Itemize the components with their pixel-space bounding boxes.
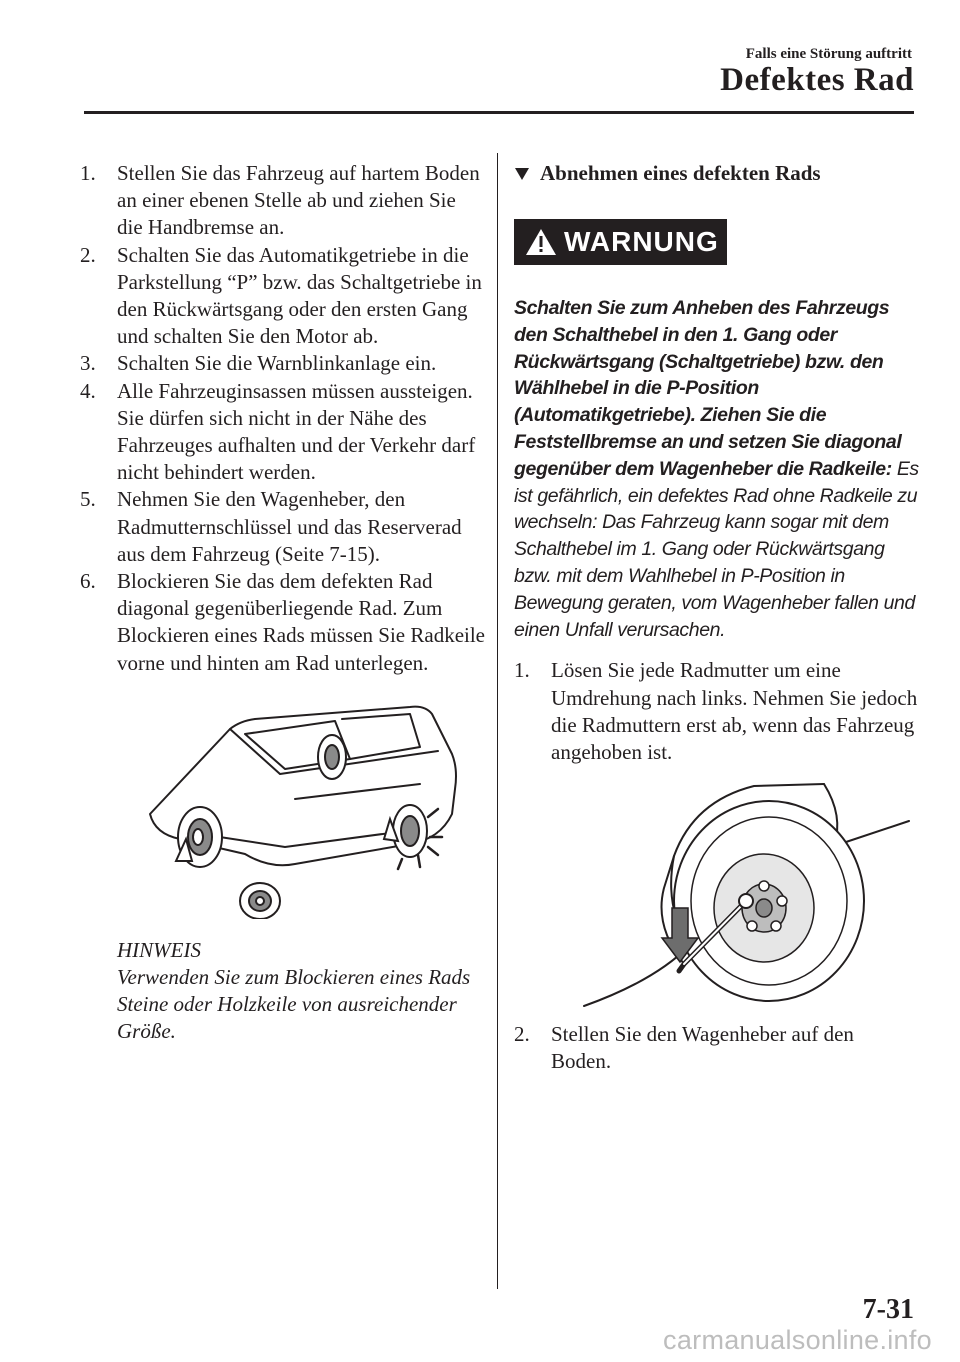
list-item <box>80 350 485 377</box>
list-item <box>514 1021 919 1075</box>
step-text: Stellen Sie das Fahrzeug auf hartem Boden an einer ebenen Stelle ab und ziehen Sie die Handbremse an. <box>117 161 480 240</box>
list-item <box>80 242 485 351</box>
warning-badge <box>514 219 727 265</box>
step-number: 1. <box>514 658 530 683</box>
step-text: Schalten Sie die Warnblinkanlage ein. <box>117 351 437 376</box>
left-column <box>80 160 485 1046</box>
list-item <box>80 378 485 487</box>
column-divider <box>497 153 498 1289</box>
note-box <box>80 937 485 1046</box>
step-text: Stellen Sie den Wagenheber auf den Boden. <box>551 1022 854 1074</box>
step-list-right-2 <box>514 1021 919 1075</box>
page-number: 7-31 <box>862 1294 914 1325</box>
right-column <box>514 160 919 1076</box>
step-text: Lösen Sie jede Radmutter um eine Umdrehung nach links. Nehmen Sie jedoch die Radmuttern erst ab, wenn das Fahrzeug angehoben ist. <box>551 658 918 764</box>
header-rule <box>84 111 914 114</box>
warning-body-text: Es ist gefährlich, ein defektes Rad ohne Radkeile zu wechseln: Das Fahrzeug kann sogar mit dem Schalthebel im 1. Gang oder Rückwärtsgang bzw. mit dem Wahlhebel in P-Position in Bewegung geraten, vom Wagenheber fallen und einen Unfall verursachen. <box>514 457 919 641</box>
section-heading-text: Abnehmen eines defekten Rads <box>540 161 821 185</box>
step-number: 5. <box>80 487 96 512</box>
list-item <box>80 160 485 242</box>
step-text: Nehmen Sie den Wagenheber, den Radmutternschlüssel und das Reserverad aus dem Fahrzeug (Seite 7-15). <box>117 487 462 566</box>
step-number: 6. <box>80 569 96 594</box>
step-number: 1. <box>80 161 96 185</box>
step-number: 2. <box>514 1022 530 1047</box>
step-text: Schalten Sie das Automatikgetriebe in die Parkstellung “P” bzw. das Schaltgetriebe in den Rückwärtsgang oder den ersten Gang und schalten Sie den Motor ab. <box>117 242 482 349</box>
warning-label: WARNUNG <box>564 226 719 257</box>
section-heading <box>514 160 919 187</box>
list-item <box>80 486 485 568</box>
step-number: 2. <box>80 242 96 267</box>
warning-text <box>514 295 919 643</box>
note-title: HINWEIS <box>117 937 201 962</box>
warning-exclamation-icon <box>524 227 558 257</box>
note-text: Verwenden Sie zum Blockieren eines Rads Steine oder Holzkeile von ausreichender Größe. <box>117 965 471 1044</box>
header-section-label: Falls eine Störung auftritt <box>745 46 912 62</box>
step-list-right <box>514 657 919 766</box>
step-text: Blockieren Sie das dem defekten Rad diagonal gegenüberliegende Rad. Zum Blockieren eines Rads müssen Sie Radkeile vorne und hinten am Rad unterlegen. <box>117 569 486 675</box>
list-item <box>80 568 485 677</box>
triangle-down-icon <box>514 167 530 181</box>
car-wheel-chock-illustration <box>80 689 485 919</box>
wheel-nut-wrench-illustration <box>514 776 919 1011</box>
step-text: Alle Fahrzeuginsassen müssen aussteigen. Sie dürfen sich nicht in der Nähe des Fahrzeuges aufhalten und der Verkehr darf nicht behindert werden. <box>117 378 476 485</box>
watermark: carmanualsonline.info <box>663 1325 932 1355</box>
step-number: 4. <box>80 378 96 403</box>
list-item <box>514 657 919 766</box>
step-number: 3. <box>80 351 96 376</box>
warning-bold-text: Schalten Sie zum Anheben des Fahrzeugs den Schalthebel in den 1. Gang oder Rückwärtsgang (Schaltgetriebe) bzw. den Wählhebel in die P-Position (Automatikgetriebe). Ziehen Sie die Feststellbremse an und setzen Sie diagonal gegenüber dem Wagenheber die Radkeile: <box>514 297 902 480</box>
step-list <box>80 160 485 677</box>
page-title: Defektes Rad <box>720 62 914 98</box>
